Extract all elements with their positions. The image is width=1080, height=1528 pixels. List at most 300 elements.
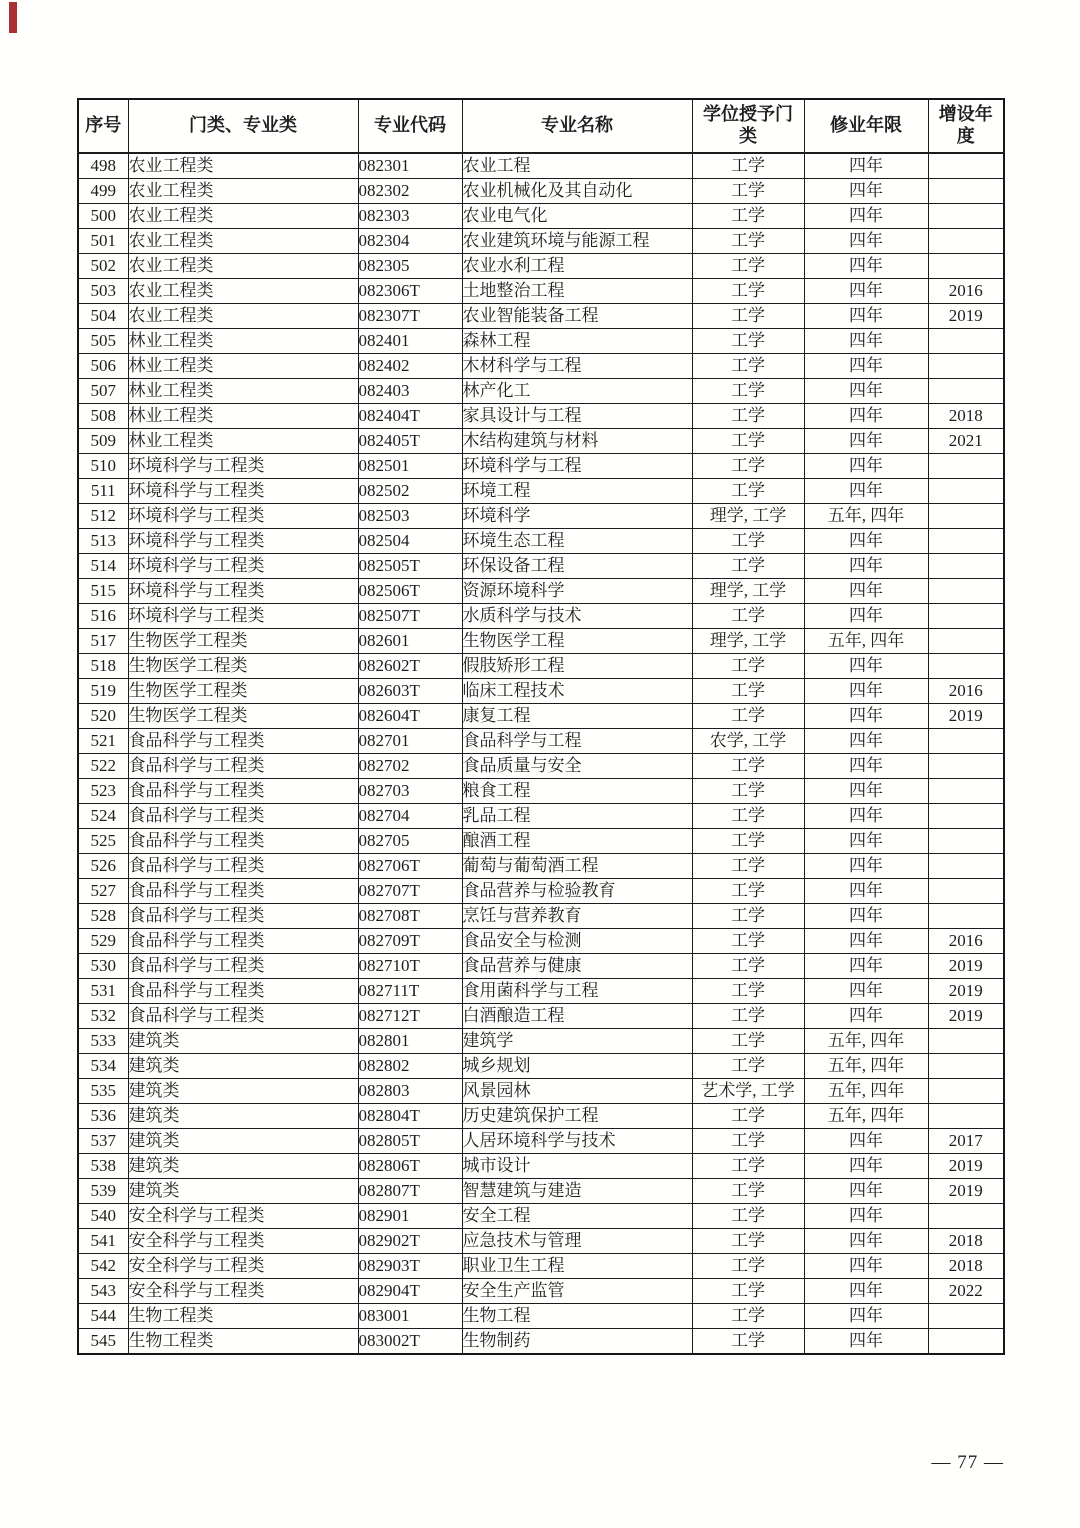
cell-year-added bbox=[928, 153, 1004, 179]
cell-major-name: 食品安全与检测 bbox=[462, 929, 692, 954]
cell-year-added bbox=[928, 504, 1004, 529]
cell-year-added bbox=[928, 529, 1004, 554]
cell-major-name: 食用菌科学与工程 bbox=[462, 979, 692, 1004]
cell-major-code: 083001 bbox=[358, 1304, 462, 1329]
cell-duration: 四年 bbox=[804, 1304, 928, 1329]
cell-major-code: 082504 bbox=[358, 529, 462, 554]
cell-duration: 四年 bbox=[804, 1254, 928, 1279]
cell-serial: 522 bbox=[78, 754, 128, 779]
cell-major-name: 环保设备工程 bbox=[462, 554, 692, 579]
cell-serial: 532 bbox=[78, 1004, 128, 1029]
cell-year-added: 2018 bbox=[928, 1229, 1004, 1254]
cell-degree-type: 工学 bbox=[692, 329, 804, 354]
cell-degree-type: 工学 bbox=[692, 304, 804, 329]
cell-major-name: 食品营养与检验教育 bbox=[462, 879, 692, 904]
cell-duration: 四年 bbox=[804, 804, 928, 829]
table-row bbox=[78, 454, 1004, 479]
cell-major-name: 林产化工 bbox=[462, 379, 692, 404]
cell-major-code: 082306T bbox=[358, 279, 462, 304]
cell-year-added: 2018 bbox=[928, 404, 1004, 429]
table-row bbox=[78, 354, 1004, 379]
cell-degree-type: 工学 bbox=[692, 153, 804, 179]
cell-category: 食品科学与工程类 bbox=[128, 804, 358, 829]
cell-degree-type: 工学 bbox=[692, 529, 804, 554]
cell-major-code: 082704 bbox=[358, 804, 462, 829]
cell-degree-type: 工学 bbox=[692, 279, 804, 304]
cell-serial: 541 bbox=[78, 1229, 128, 1254]
cell-serial: 507 bbox=[78, 379, 128, 404]
cell-degree-type: 工学 bbox=[692, 1254, 804, 1279]
cell-duration: 四年 bbox=[804, 554, 928, 579]
cell-year-added bbox=[928, 329, 1004, 354]
table-row bbox=[78, 954, 1004, 979]
cell-category: 环境科学与工程类 bbox=[128, 479, 358, 504]
cell-year-added bbox=[928, 1054, 1004, 1079]
cell-major-code: 082307T bbox=[358, 304, 462, 329]
cell-year-added: 2021 bbox=[928, 429, 1004, 454]
cell-duration: 四年 bbox=[804, 579, 928, 604]
cell-duration: 四年 bbox=[804, 729, 928, 754]
cell-major-code: 082709T bbox=[358, 929, 462, 954]
cell-year-added bbox=[928, 654, 1004, 679]
cell-major-code: 082806T bbox=[358, 1154, 462, 1179]
cell-year-added bbox=[928, 879, 1004, 904]
header-major-name: 专业名称 bbox=[462, 99, 692, 153]
cell-duration: 四年 bbox=[804, 529, 928, 554]
cell-serial: 523 bbox=[78, 779, 128, 804]
table-row bbox=[78, 429, 1004, 454]
cell-degree-type: 工学 bbox=[692, 979, 804, 1004]
cell-degree-type: 工学 bbox=[692, 804, 804, 829]
header-year-added: 增设年度 bbox=[928, 99, 1004, 153]
table-row bbox=[78, 254, 1004, 279]
cell-duration: 四年 bbox=[804, 679, 928, 704]
cell-duration: 四年 bbox=[804, 354, 928, 379]
cell-category: 林业工程类 bbox=[128, 404, 358, 429]
cell-degree-type: 理学, 工学 bbox=[692, 579, 804, 604]
cell-year-added: 2016 bbox=[928, 679, 1004, 704]
cell-year-added: 2017 bbox=[928, 1129, 1004, 1154]
cell-major-name: 职业卫生工程 bbox=[462, 1254, 692, 1279]
cell-serial: 504 bbox=[78, 304, 128, 329]
cell-category: 生物医学工程类 bbox=[128, 629, 358, 654]
table-body bbox=[78, 153, 1004, 1354]
table-row bbox=[78, 879, 1004, 904]
cell-category: 农业工程类 bbox=[128, 229, 358, 254]
cell-serial: 520 bbox=[78, 704, 128, 729]
table-row bbox=[78, 804, 1004, 829]
cell-major-name: 城市设计 bbox=[462, 1154, 692, 1179]
table-header-row bbox=[78, 99, 1004, 153]
cell-major-name: 城乡规划 bbox=[462, 1054, 692, 1079]
cell-degree-type: 工学 bbox=[692, 454, 804, 479]
cell-major-name: 生物制药 bbox=[462, 1329, 692, 1355]
cell-year-added bbox=[928, 804, 1004, 829]
table-row bbox=[78, 1329, 1004, 1355]
cell-year-added: 2019 bbox=[928, 1154, 1004, 1179]
cell-major-code: 082711T bbox=[358, 979, 462, 1004]
cell-year-added bbox=[928, 1029, 1004, 1054]
table-row bbox=[78, 1029, 1004, 1054]
cell-serial: 533 bbox=[78, 1029, 128, 1054]
cell-year-added bbox=[928, 1104, 1004, 1129]
cell-duration: 四年 bbox=[804, 979, 928, 1004]
cell-serial: 519 bbox=[78, 679, 128, 704]
table-row bbox=[78, 904, 1004, 929]
cell-major-name: 环境科学 bbox=[462, 504, 692, 529]
cell-serial: 502 bbox=[78, 254, 128, 279]
cell-major-name: 环境生态工程 bbox=[462, 529, 692, 554]
cell-serial: 526 bbox=[78, 854, 128, 879]
cell-major-code: 082305 bbox=[358, 254, 462, 279]
cell-category: 农业工程类 bbox=[128, 179, 358, 204]
cell-year-added: 2019 bbox=[928, 1179, 1004, 1204]
cell-major-code: 082901 bbox=[358, 1204, 462, 1229]
cell-serial: 537 bbox=[78, 1129, 128, 1154]
cell-major-name: 木材科学与工程 bbox=[462, 354, 692, 379]
cell-duration: 五年, 四年 bbox=[804, 504, 928, 529]
cell-major-code: 082304 bbox=[358, 229, 462, 254]
cell-year-added: 2016 bbox=[928, 929, 1004, 954]
cell-category: 建筑类 bbox=[128, 1104, 358, 1129]
cell-major-name: 人居环境科学与技术 bbox=[462, 1129, 692, 1154]
cell-major-name: 假肢矫形工程 bbox=[462, 654, 692, 679]
cell-serial: 525 bbox=[78, 829, 128, 854]
cell-degree-type: 工学 bbox=[692, 679, 804, 704]
cell-duration: 四年 bbox=[804, 1004, 928, 1029]
cell-serial: 545 bbox=[78, 1329, 128, 1355]
table-row bbox=[78, 229, 1004, 254]
cell-year-added bbox=[928, 904, 1004, 929]
table-row bbox=[78, 329, 1004, 354]
cell-major-code: 083002T bbox=[358, 1329, 462, 1355]
cell-major-name: 农业机械化及其自动化 bbox=[462, 179, 692, 204]
cell-degree-type: 工学 bbox=[692, 879, 804, 904]
cell-degree-type: 农学, 工学 bbox=[692, 729, 804, 754]
cell-major-code: 082405T bbox=[358, 429, 462, 454]
cell-major-name: 酿酒工程 bbox=[462, 829, 692, 854]
header-major-code: 专业代码 bbox=[358, 99, 462, 153]
cell-year-added bbox=[928, 604, 1004, 629]
cell-serial: 516 bbox=[78, 604, 128, 629]
cell-year-added bbox=[928, 1079, 1004, 1104]
cell-degree-type: 工学 bbox=[692, 554, 804, 579]
cell-category: 建筑类 bbox=[128, 1054, 358, 1079]
cell-major-code: 082802 bbox=[358, 1054, 462, 1079]
cell-major-name: 葡萄与葡萄酒工程 bbox=[462, 854, 692, 879]
header-duration: 修业年限 bbox=[804, 99, 928, 153]
cell-serial: 508 bbox=[78, 404, 128, 429]
cell-degree-type: 工学 bbox=[692, 604, 804, 629]
cell-serial: 535 bbox=[78, 1079, 128, 1104]
table-row bbox=[78, 829, 1004, 854]
cell-serial: 506 bbox=[78, 354, 128, 379]
cell-year-added bbox=[928, 754, 1004, 779]
cell-major-name: 家具设计与工程 bbox=[462, 404, 692, 429]
table-row bbox=[78, 479, 1004, 504]
cell-major-code: 082505T bbox=[358, 554, 462, 579]
cell-year-added: 2016 bbox=[928, 279, 1004, 304]
cell-category: 农业工程类 bbox=[128, 153, 358, 179]
table-row bbox=[78, 779, 1004, 804]
cell-category: 生物医学工程类 bbox=[128, 654, 358, 679]
cell-major-code: 082601 bbox=[358, 629, 462, 654]
cell-year-added bbox=[928, 579, 1004, 604]
cell-major-code: 082804T bbox=[358, 1104, 462, 1129]
cell-category: 安全科学与工程类 bbox=[128, 1254, 358, 1279]
cell-year-added bbox=[928, 854, 1004, 879]
cell-year-added: 2019 bbox=[928, 979, 1004, 1004]
cell-duration: 五年, 四年 bbox=[804, 1104, 928, 1129]
cell-category: 林业工程类 bbox=[128, 329, 358, 354]
cell-serial: 530 bbox=[78, 954, 128, 979]
cell-degree-type: 艺术学, 工学 bbox=[692, 1079, 804, 1104]
cell-degree-type: 工学 bbox=[692, 929, 804, 954]
cell-category: 生物工程类 bbox=[128, 1329, 358, 1355]
cell-major-code: 082712T bbox=[358, 1004, 462, 1029]
majors-table bbox=[77, 98, 1005, 1355]
cell-major-name: 环境工程 bbox=[462, 479, 692, 504]
cell-degree-type: 工学 bbox=[692, 1054, 804, 1079]
cell-major-code: 082506T bbox=[358, 579, 462, 604]
cell-major-code: 082502 bbox=[358, 479, 462, 504]
cell-degree-type: 工学 bbox=[692, 1004, 804, 1029]
cell-category: 环境科学与工程类 bbox=[128, 579, 358, 604]
cell-category: 农业工程类 bbox=[128, 254, 358, 279]
table-row bbox=[78, 404, 1004, 429]
cell-category: 林业工程类 bbox=[128, 429, 358, 454]
cell-degree-type: 工学 bbox=[692, 1279, 804, 1304]
table-row bbox=[78, 1154, 1004, 1179]
cell-duration: 五年, 四年 bbox=[804, 629, 928, 654]
cell-major-code: 082807T bbox=[358, 1179, 462, 1204]
cell-category: 食品科学与工程类 bbox=[128, 979, 358, 1004]
cell-serial: 514 bbox=[78, 554, 128, 579]
cell-year-added bbox=[928, 554, 1004, 579]
table-row bbox=[78, 579, 1004, 604]
cell-category: 建筑类 bbox=[128, 1154, 358, 1179]
table-row bbox=[78, 604, 1004, 629]
cell-duration: 四年 bbox=[804, 654, 928, 679]
cell-major-code: 082701 bbox=[358, 729, 462, 754]
cell-major-name: 资源环境科学 bbox=[462, 579, 692, 604]
cell-duration: 四年 bbox=[804, 1229, 928, 1254]
cell-year-added bbox=[928, 254, 1004, 279]
cell-major-name: 水质科学与技术 bbox=[462, 604, 692, 629]
cell-category: 环境科学与工程类 bbox=[128, 529, 358, 554]
table-row bbox=[78, 529, 1004, 554]
cell-duration: 五年, 四年 bbox=[804, 1029, 928, 1054]
cell-duration: 四年 bbox=[804, 229, 928, 254]
table-row bbox=[78, 1054, 1004, 1079]
cell-category: 食品科学与工程类 bbox=[128, 929, 358, 954]
cell-duration: 四年 bbox=[804, 454, 928, 479]
cell-serial: 503 bbox=[78, 279, 128, 304]
table-row bbox=[78, 1254, 1004, 1279]
cell-category: 林业工程类 bbox=[128, 379, 358, 404]
cell-major-name: 临床工程技术 bbox=[462, 679, 692, 704]
cell-major-name: 农业工程 bbox=[462, 153, 692, 179]
cell-major-code: 082710T bbox=[358, 954, 462, 979]
cell-degree-type: 工学 bbox=[692, 379, 804, 404]
cell-major-name: 土地整治工程 bbox=[462, 279, 692, 304]
cell-major-name: 历史建筑保护工程 bbox=[462, 1104, 692, 1129]
cell-major-code: 082503 bbox=[358, 504, 462, 529]
cell-year-added bbox=[928, 779, 1004, 804]
cell-degree-type: 工学 bbox=[692, 1154, 804, 1179]
cell-degree-type: 工学 bbox=[692, 779, 804, 804]
cell-category: 环境科学与工程类 bbox=[128, 604, 358, 629]
cell-year-added bbox=[928, 1329, 1004, 1355]
cell-serial: 543 bbox=[78, 1279, 128, 1304]
cell-serial: 521 bbox=[78, 729, 128, 754]
cell-serial: 536 bbox=[78, 1104, 128, 1129]
cell-duration: 四年 bbox=[804, 754, 928, 779]
cell-major-code: 082403 bbox=[358, 379, 462, 404]
cell-year-added bbox=[928, 629, 1004, 654]
cell-year-added bbox=[928, 229, 1004, 254]
cell-serial: 538 bbox=[78, 1154, 128, 1179]
cell-category: 农业工程类 bbox=[128, 279, 358, 304]
cell-category: 食品科学与工程类 bbox=[128, 829, 358, 854]
cell-category: 食品科学与工程类 bbox=[128, 904, 358, 929]
table-row bbox=[78, 179, 1004, 204]
cell-major-code: 082707T bbox=[358, 879, 462, 904]
cell-major-name: 安全生产监管 bbox=[462, 1279, 692, 1304]
cell-duration: 四年 bbox=[804, 379, 928, 404]
cell-year-added bbox=[928, 454, 1004, 479]
cell-category: 安全科学与工程类 bbox=[128, 1229, 358, 1254]
cell-serial: 528 bbox=[78, 904, 128, 929]
cell-degree-type: 工学 bbox=[692, 904, 804, 929]
cell-category: 林业工程类 bbox=[128, 354, 358, 379]
cell-degree-type: 工学 bbox=[692, 204, 804, 229]
cell-duration: 四年 bbox=[804, 329, 928, 354]
cell-duration: 四年 bbox=[804, 1329, 928, 1355]
cell-serial: 531 bbox=[78, 979, 128, 1004]
cell-year-added bbox=[928, 1204, 1004, 1229]
cell-duration: 四年 bbox=[804, 929, 928, 954]
cell-degree-type: 工学 bbox=[692, 479, 804, 504]
cell-category: 安全科学与工程类 bbox=[128, 1279, 358, 1304]
corner-red-mark bbox=[9, 2, 17, 33]
cell-serial: 518 bbox=[78, 654, 128, 679]
cell-category: 环境科学与工程类 bbox=[128, 504, 358, 529]
cell-major-name: 康复工程 bbox=[462, 704, 692, 729]
cell-major-name: 食品质量与安全 bbox=[462, 754, 692, 779]
cell-category: 食品科学与工程类 bbox=[128, 779, 358, 804]
cell-degree-type: 工学 bbox=[692, 1204, 804, 1229]
cell-category: 建筑类 bbox=[128, 1179, 358, 1204]
cell-major-name: 乳品工程 bbox=[462, 804, 692, 829]
cell-duration: 四年 bbox=[804, 254, 928, 279]
cell-year-added bbox=[928, 379, 1004, 404]
cell-duration: 四年 bbox=[804, 1154, 928, 1179]
header-serial: 序号 bbox=[78, 99, 128, 153]
cell-category: 生物医学工程类 bbox=[128, 704, 358, 729]
table-row bbox=[78, 1129, 1004, 1154]
cell-duration: 四年 bbox=[804, 1179, 928, 1204]
table-row bbox=[78, 1104, 1004, 1129]
cell-major-code: 082803 bbox=[358, 1079, 462, 1104]
cell-serial: 511 bbox=[78, 479, 128, 504]
cell-category: 食品科学与工程类 bbox=[128, 954, 358, 979]
table-row bbox=[78, 679, 1004, 704]
cell-degree-type: 工学 bbox=[692, 1029, 804, 1054]
cell-major-code: 082602T bbox=[358, 654, 462, 679]
table-row bbox=[78, 1004, 1004, 1029]
table-row bbox=[78, 1179, 1004, 1204]
cell-serial: 524 bbox=[78, 804, 128, 829]
table-row bbox=[78, 304, 1004, 329]
table-row bbox=[78, 1229, 1004, 1254]
cell-year-added: 2019 bbox=[928, 704, 1004, 729]
cell-degree-type: 工学 bbox=[692, 1304, 804, 1329]
cell-degree-type: 工学 bbox=[692, 254, 804, 279]
cell-major-name: 烹饪与营养教育 bbox=[462, 904, 692, 929]
table-row bbox=[78, 629, 1004, 654]
cell-serial: 509 bbox=[78, 429, 128, 454]
cell-serial: 499 bbox=[78, 179, 128, 204]
cell-major-name: 建筑学 bbox=[462, 1029, 692, 1054]
cell-major-code: 082603T bbox=[358, 679, 462, 704]
cell-major-code: 082902T bbox=[358, 1229, 462, 1254]
cell-major-name: 农业水利工程 bbox=[462, 254, 692, 279]
cell-year-added bbox=[928, 204, 1004, 229]
cell-category: 食品科学与工程类 bbox=[128, 879, 358, 904]
cell-degree-type: 工学 bbox=[692, 704, 804, 729]
cell-duration: 四年 bbox=[804, 204, 928, 229]
cell-degree-type: 工学 bbox=[692, 754, 804, 779]
cell-category: 建筑类 bbox=[128, 1029, 358, 1054]
table-row bbox=[78, 504, 1004, 529]
cell-serial: 512 bbox=[78, 504, 128, 529]
cell-year-added bbox=[928, 354, 1004, 379]
table-row bbox=[78, 754, 1004, 779]
cell-major-code: 082903T bbox=[358, 1254, 462, 1279]
cell-major-code: 082604T bbox=[358, 704, 462, 729]
cell-duration: 四年 bbox=[804, 604, 928, 629]
cell-year-added: 2022 bbox=[928, 1279, 1004, 1304]
cell-duration: 四年 bbox=[804, 153, 928, 179]
cell-category: 食品科学与工程类 bbox=[128, 754, 358, 779]
table-row bbox=[78, 279, 1004, 304]
cell-major-name: 风景园林 bbox=[462, 1079, 692, 1104]
cell-category: 环境科学与工程类 bbox=[128, 454, 358, 479]
cell-duration: 四年 bbox=[804, 1279, 928, 1304]
cell-duration: 四年 bbox=[804, 879, 928, 904]
cell-degree-type: 工学 bbox=[692, 404, 804, 429]
cell-degree-type: 工学 bbox=[692, 829, 804, 854]
cell-year-added bbox=[928, 829, 1004, 854]
header-degree-type: 学位授予门类 bbox=[692, 99, 804, 153]
cell-degree-type: 工学 bbox=[692, 354, 804, 379]
cell-degree-type: 工学 bbox=[692, 1229, 804, 1254]
cell-major-name: 粮食工程 bbox=[462, 779, 692, 804]
cell-degree-type: 工学 bbox=[692, 954, 804, 979]
cell-duration: 四年 bbox=[804, 854, 928, 879]
cell-duration: 四年 bbox=[804, 304, 928, 329]
cell-serial: 529 bbox=[78, 929, 128, 954]
table-row bbox=[78, 979, 1004, 1004]
page-number: — 77 — bbox=[931, 1452, 1004, 1473]
cell-major-code: 082805T bbox=[358, 1129, 462, 1154]
table-row bbox=[78, 854, 1004, 879]
cell-serial: 500 bbox=[78, 204, 128, 229]
cell-major-name: 食品科学与工程 bbox=[462, 729, 692, 754]
cell-degree-type: 工学 bbox=[692, 1179, 804, 1204]
cell-year-added: 2019 bbox=[928, 304, 1004, 329]
